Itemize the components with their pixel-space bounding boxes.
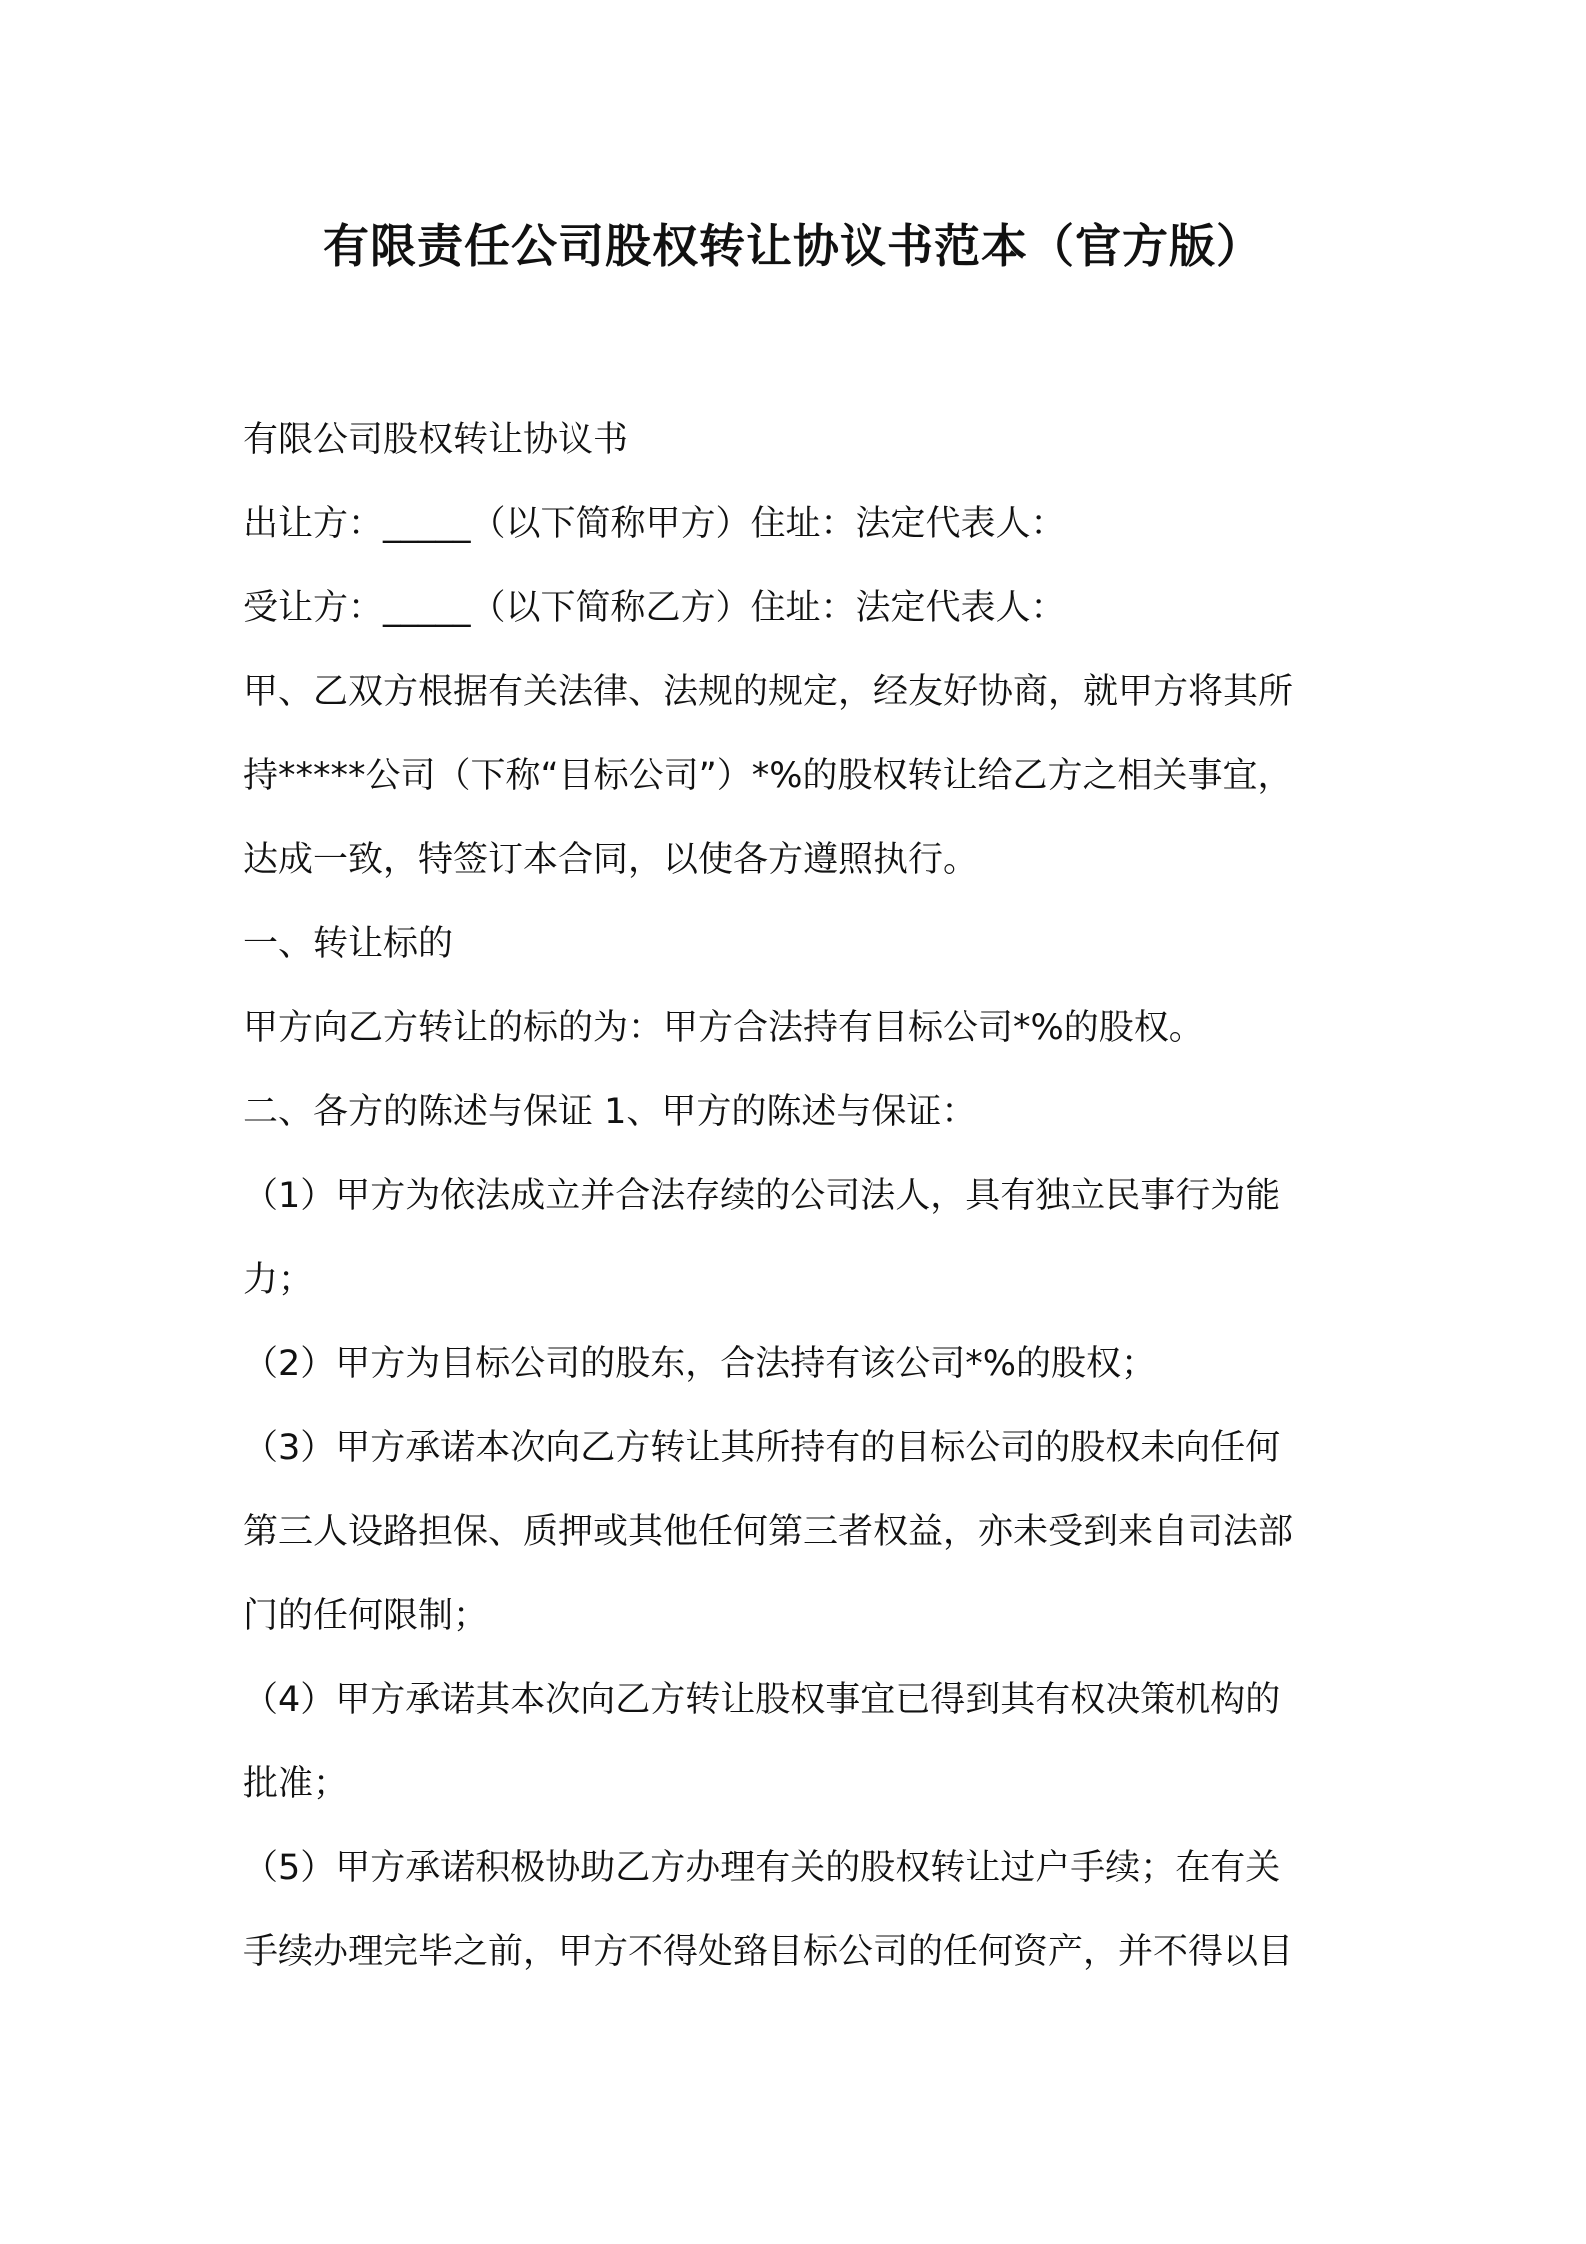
text-line: （5）甲方承诺积极协助乙方办理有关的股权转让过户手续；在有关 bbox=[243, 1848, 1281, 1888]
text-line: 手续办理完毕之前，甲方不得处臵目标公司的任何资产，并不得以目 bbox=[243, 1932, 1294, 1972]
document-title: 有限责任公司股权转让协议书范本（官方版） bbox=[323, 219, 1263, 273]
text-line: 批准； bbox=[243, 1764, 349, 1804]
text-line: （2）甲方为目标公司的股东，合法持有该公司*%的股权； bbox=[243, 1344, 1157, 1384]
text-line: 达成一致，特签订本合同，以使各方遵照执行。 bbox=[243, 840, 979, 880]
text-line: 第三人设路担保、质押或其他任何第三者权益，亦未受到来自司法部 bbox=[243, 1512, 1294, 1552]
text-line: 甲方向乙方转让的标的为：甲方合法持有目标公司*%的股权。 bbox=[243, 1008, 1204, 1048]
text-line: 受让方：_____（以下简称乙方）住址：法定代表人： bbox=[243, 588, 1066, 628]
text-line: （1）甲方为依法成立并合法存续的公司法人，具有独立民事行为能 bbox=[243, 1176, 1281, 1216]
section-heading: 二、各方的陈述与保证 1、甲方的陈述与保证： bbox=[243, 1092, 977, 1132]
text-line: 甲、乙双方根据有关法律、法规的规定，经友好协商，就甲方将其所 bbox=[243, 672, 1294, 712]
text-line: 门的任何限制； bbox=[243, 1596, 489, 1636]
section-heading: 一、转让标的 bbox=[243, 924, 454, 964]
text-line: 有限公司股权转让协议书 bbox=[243, 420, 629, 460]
document-body bbox=[243, 398, 1363, 1994]
text-line: 持*****公司（下称“目标公司”）*%的股权转让给乙方之相关事宜， bbox=[243, 756, 1293, 796]
text-line: （4）甲方承诺其本次向乙方转让股权事宜已得到其有权决策机构的 bbox=[243, 1680, 1281, 1720]
text-line: 力； bbox=[243, 1260, 314, 1300]
text-line: 出让方：_____（以下简称甲方）住址：法定代表人： bbox=[243, 504, 1066, 544]
text-line: （3）甲方承诺本次向乙方转让其所持有的目标公司的股权未向任何 bbox=[243, 1428, 1281, 1468]
